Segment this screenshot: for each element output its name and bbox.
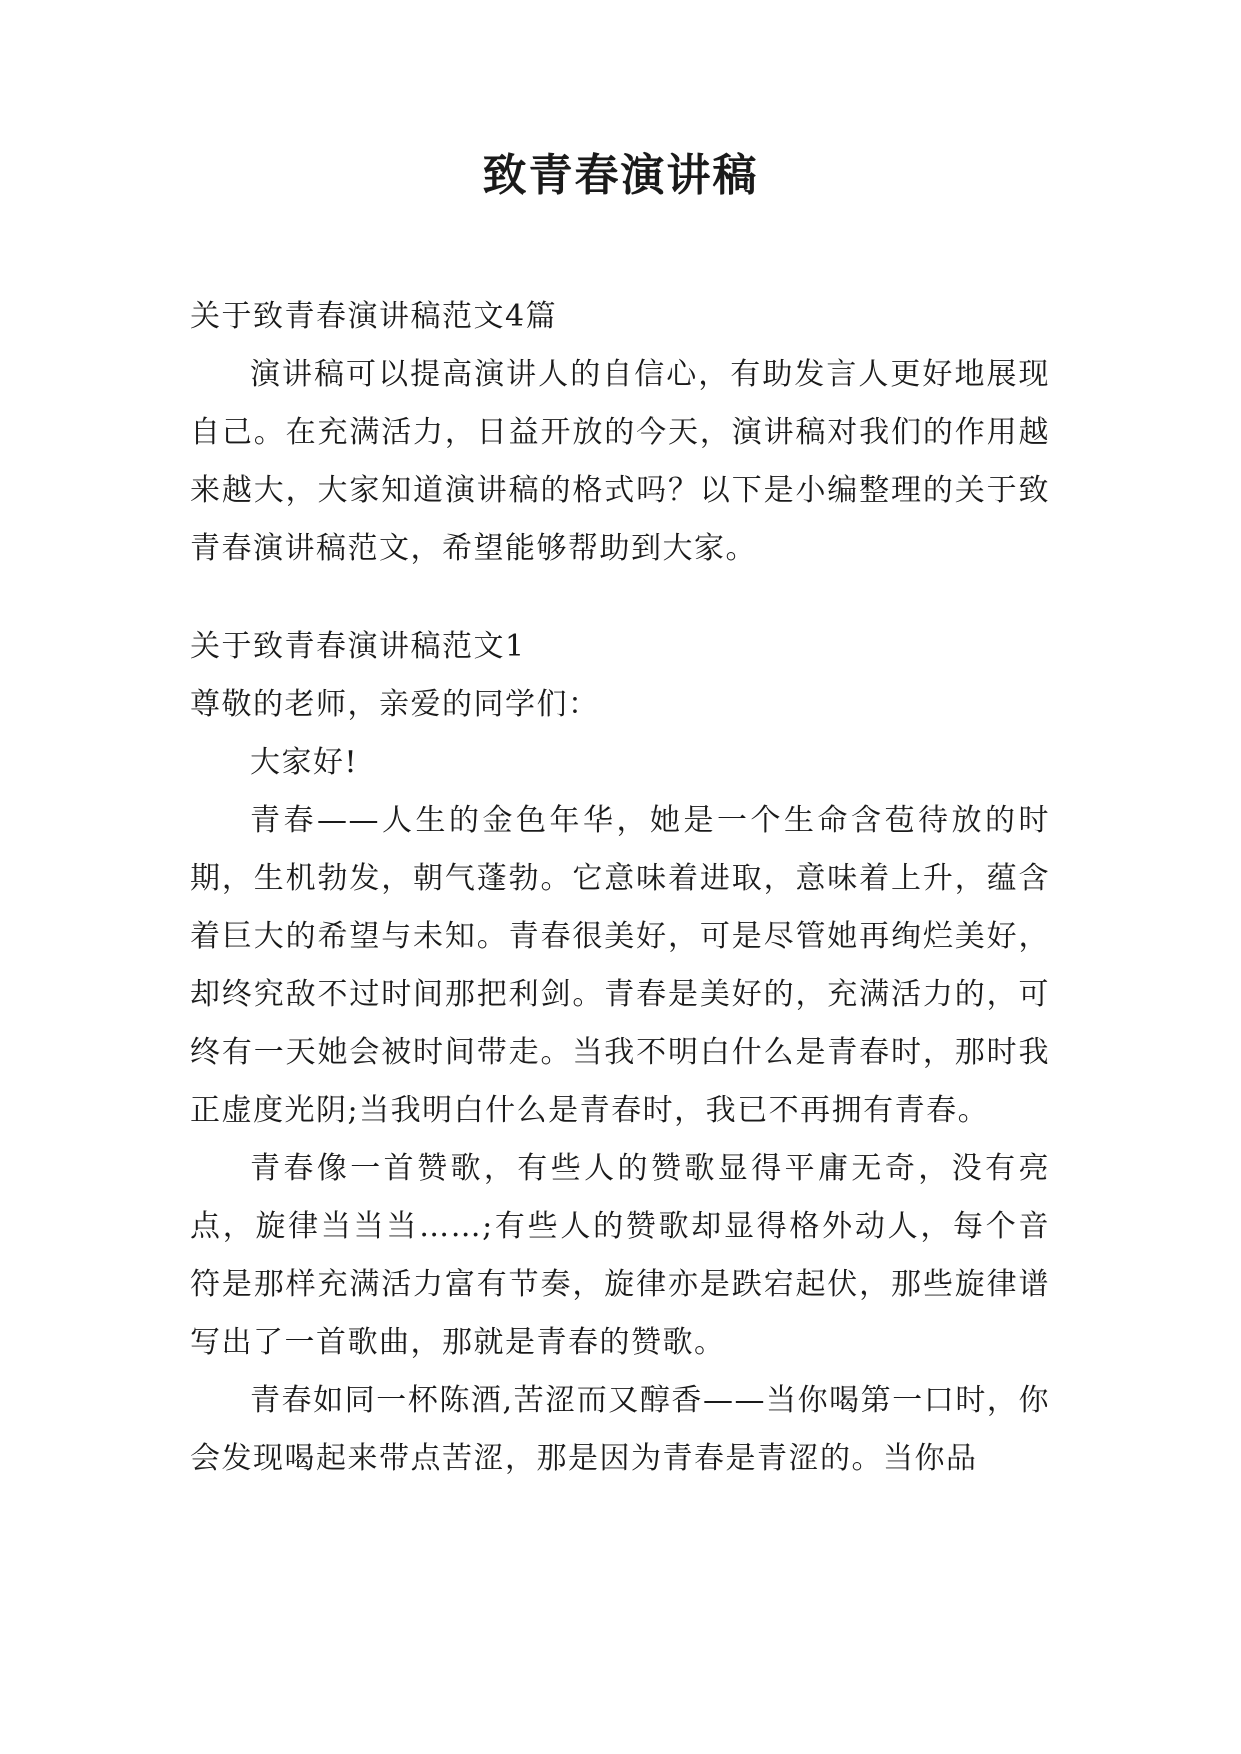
body-paragraph: 青春像一首赞歌，有些人的赞歌显得平庸无奇，没有亮点，旋律当当当……;有些人的赞歌却显得格外动人，每个音符是那样充满活力富有节奏，旋律亦是跌宕起伏，那些旋律谱写出了一首歌曲，那就是青春的赞歌。	[190, 1151, 1050, 1360]
section-spacer	[190, 578, 1050, 618]
intro-paragraph: 演讲稿可以提高演讲人的自信心，有助发言人更好地展现自己。在充满活力，日益开放的今天，演讲稿对我们的作用越来越大，大家知道演讲稿的格式吗？以下是小编整理的关于致青春演讲稿范文，希望能够帮助到大家。	[190, 357, 1050, 566]
body-paragraph: 青春——人生的金色年华，她是一个生命含苞待放的时期，生机勃发，朝气蓬勃。它意味着进取，意味着上升，蕴含着巨大的希望与未知。青春很美好，可是尽管她再绚烂美好，却终究敌不过时间那把利剑。青春是美好的，充满活力的，可终有一天她会被时间带走。当我不明白什么是青春时，那时我正虚度光阴;当我明白什么是青春时，我已不再拥有青春。	[190, 803, 1050, 1128]
salutation: 尊敬的老师，亲爱的同学们：	[190, 687, 600, 722]
document-body	[190, 288, 1050, 1488]
section-heading: 关于致青春演讲稿范文1	[190, 629, 526, 664]
document-title: 致青春演讲稿	[482, 150, 759, 201]
body-paragraph: 青春如同一杯陈酒,苦涩而又醇香——当你喝第一口时，你会发现喝起来带点苦涩，那是因为青春是青涩的。当你品	[190, 1383, 1050, 1476]
intro-heading: 关于致青春演讲稿范文4篇	[190, 299, 558, 334]
greeting: 大家好!	[250, 745, 359, 780]
